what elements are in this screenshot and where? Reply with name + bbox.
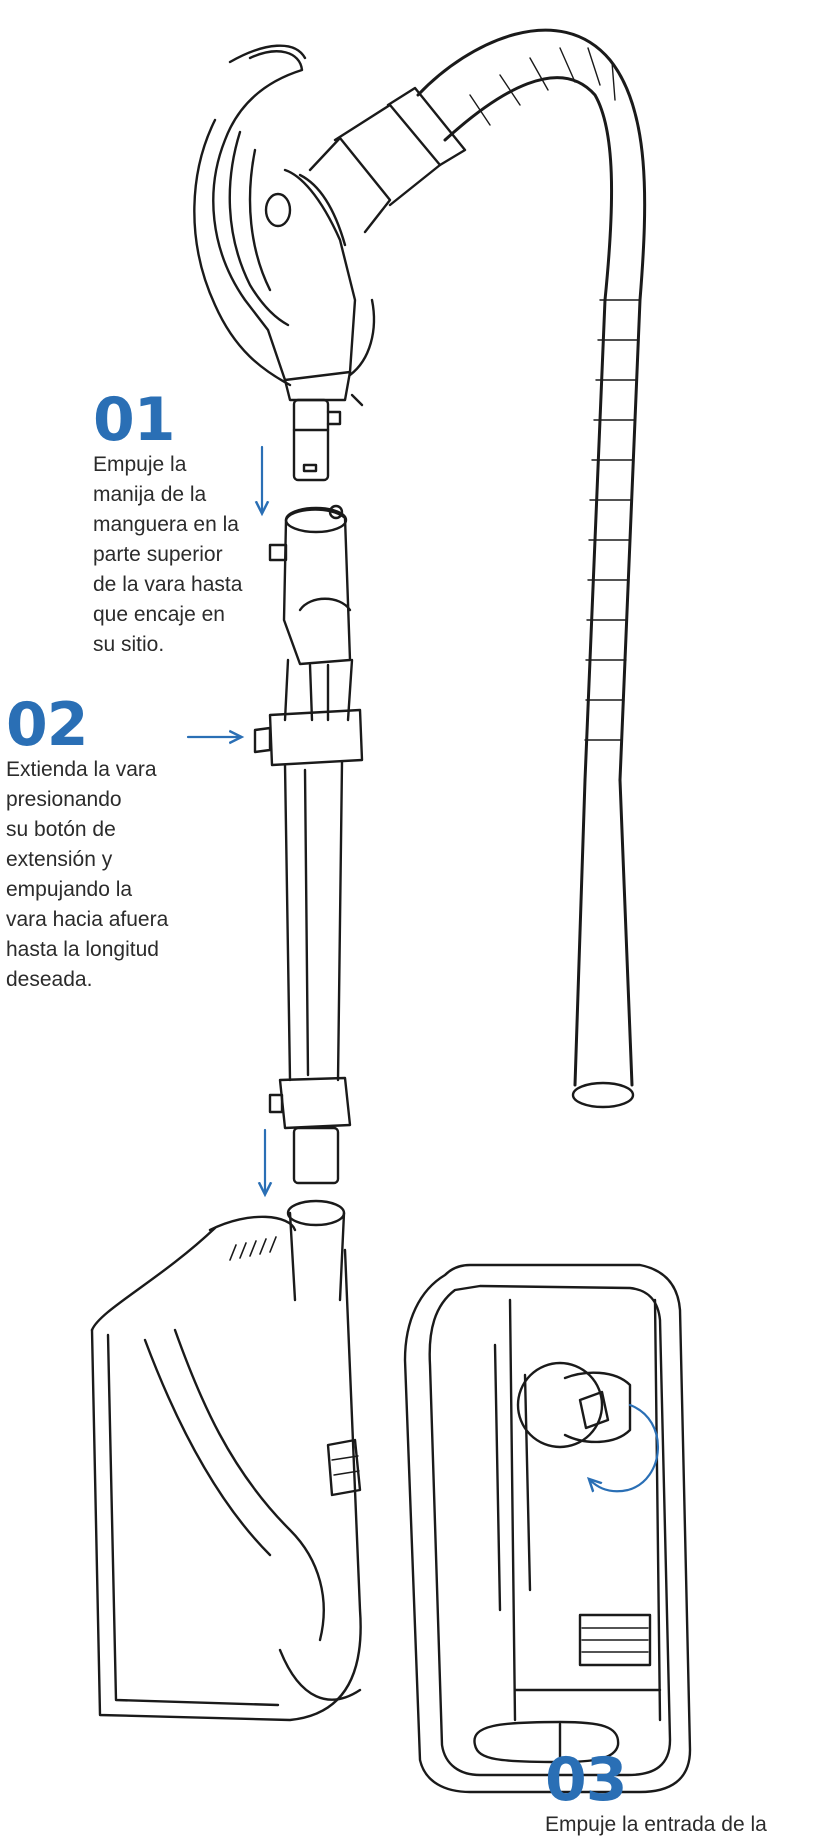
step-2-instruction: [6, 690, 221, 995]
step-number: 01: [93, 385, 175, 455]
step-1-instruction: [93, 385, 273, 660]
step-description: Extienda la vara presionando su botón de extensión y empujando la vara hacia afuera hasta la longitud deseada.: [6, 758, 169, 991]
step-number: 03: [545, 1745, 627, 1815]
step-description: Empuje la manija de la manguera en la parte superior de la vara hasta que encaje en su sitio.: [93, 453, 243, 656]
floor-nozzle: [92, 1201, 361, 1720]
step-description: Empuje la entrada de la: [545, 1813, 767, 1836]
step-number: 02: [6, 690, 88, 760]
vacuum-hose: [418, 30, 645, 1107]
vacuum-canister: [405, 1265, 690, 1792]
step-3-instruction: [545, 1745, 818, 1840]
